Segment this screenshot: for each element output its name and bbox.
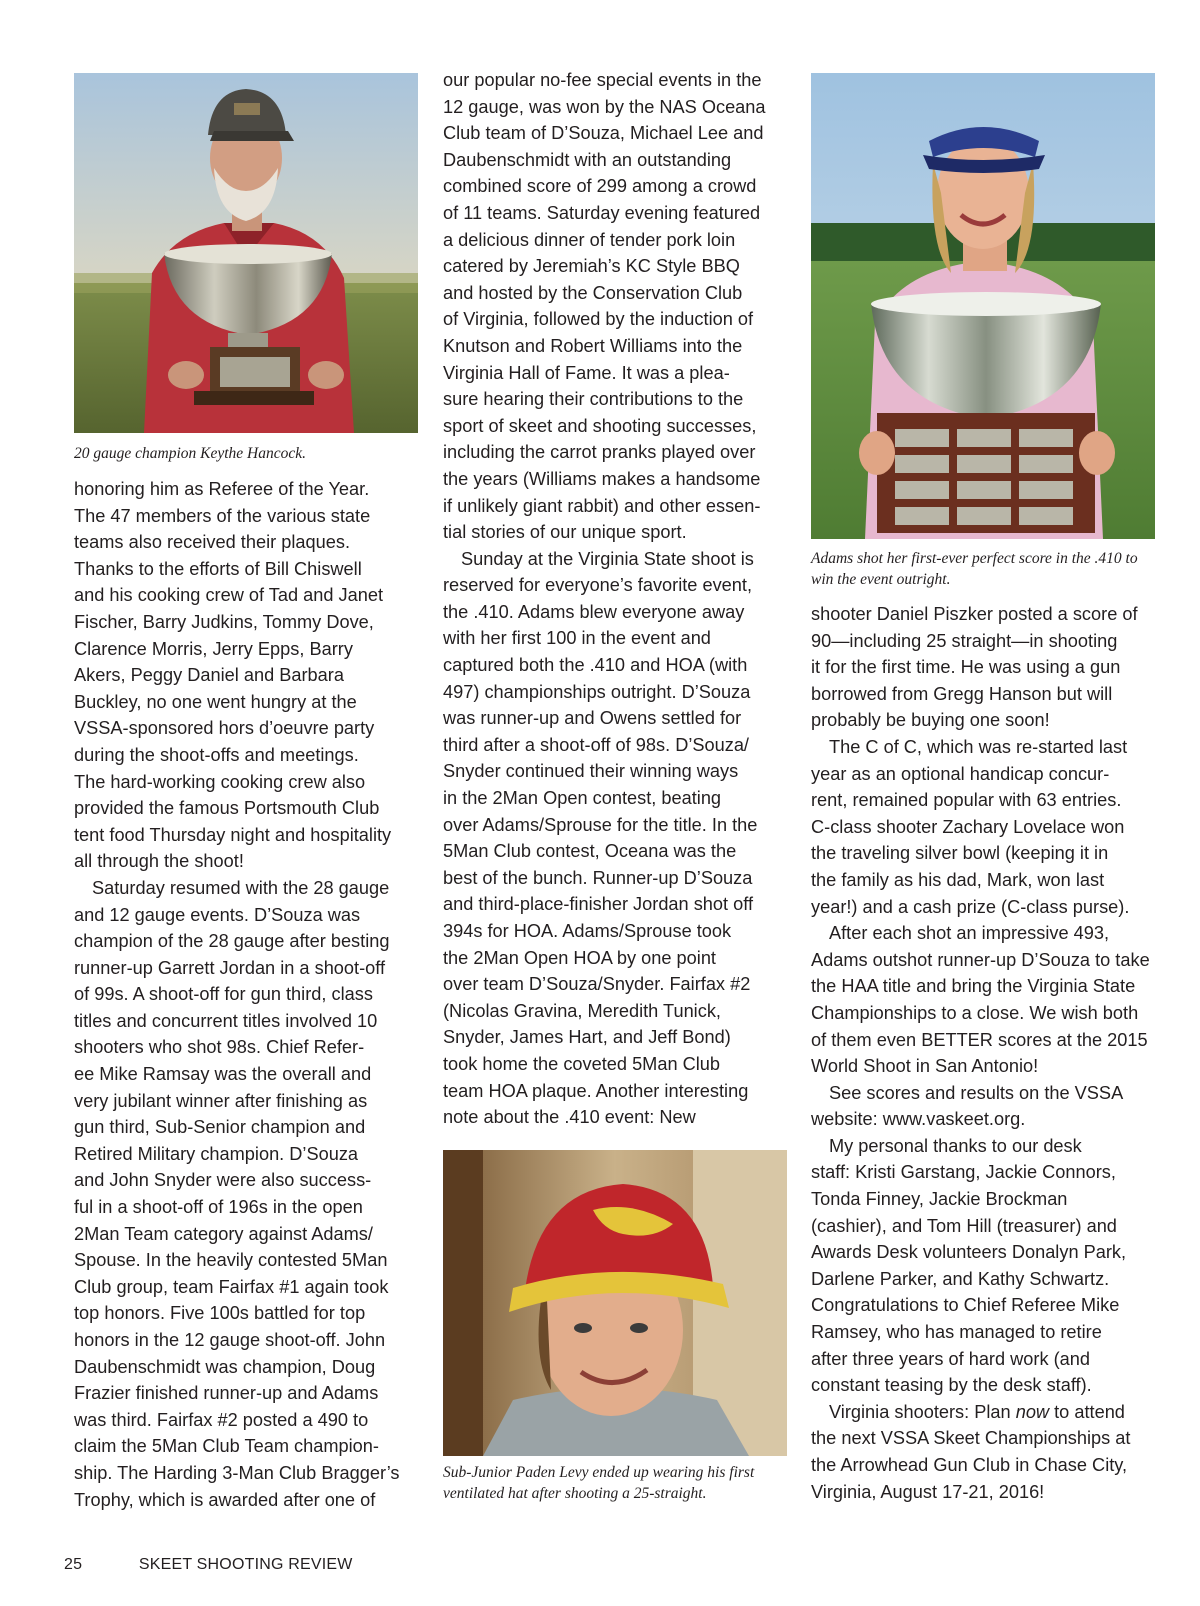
article-line: Championships to a close. We wish both [811, 1002, 1139, 1023]
article-line: Congratulations to Chief Referee Mike [811, 1295, 1120, 1316]
article-line: the next VSSA Skeet Championships at [811, 1428, 1131, 1449]
article-line: reserved for everyone’s favorite event, [443, 575, 753, 596]
article-line: of 99s. A shoot-off for gun third, class [74, 984, 373, 1005]
article-line: team HOA plaque. Another interesting [443, 1080, 749, 1101]
article-line: Thanks to the efforts of Bill Chiswell [74, 558, 362, 579]
article-line: the traveling silver bowl (keeping it in [811, 843, 1109, 864]
article-line: and third-place-finisher Jordan shot off [443, 894, 754, 915]
article-line: top honors. Five 100s battled for top [74, 1303, 366, 1324]
article-line: the .410. Adams blew everyone away [443, 601, 745, 622]
article-line: Knutson and Robert Williams into the [443, 335, 743, 356]
article-line: shooters who shot 98s. Chief Refer- [74, 1037, 365, 1058]
article-line: over team D’Souza/Snyder. Fairfax #2 [443, 974, 751, 995]
article-line: The C of C, which was re-started last [829, 736, 1128, 757]
article-line: the years (Williams makes a handsome [443, 468, 761, 489]
article-line: probably be buying one soon! [811, 710, 1050, 731]
article-line: note about the .410 event: New [443, 1107, 696, 1128]
article-line: it for the first time. He was using a gun [811, 657, 1121, 678]
article-line: Adams outshot runner-up D’Souza to take [811, 949, 1150, 970]
article-line: with her first 100 in the event and [443, 628, 711, 649]
article-line: catered by Jeremiah’s KC Style BBQ [443, 256, 740, 277]
article-line: C-class shooter Zachary Lovelace won [811, 816, 1125, 837]
article-line: and John Snyder were also success- [74, 1170, 372, 1191]
article-line: 5Man Club contest, Oceana was the [443, 841, 737, 862]
article-line: My personal thanks to our desk [829, 1135, 1082, 1156]
photo-keythe-hancock [74, 73, 418, 433]
article-line: titles and concurrent titles involved 10 [74, 1010, 378, 1031]
article-line: Virginia Hall of Fame. It was a plea- [443, 362, 730, 383]
article-line: the family as his dad, Mark, won last [811, 869, 1105, 890]
article-line: Saturday resumed with the 28 gauge [92, 877, 390, 898]
article-line: Clarence Morris, Jerry Epps, Barry [74, 638, 353, 659]
article-line: 12 gauge, was won by the NAS Oceana [443, 96, 766, 117]
article-line: (Nicolas Gravina, Meredith Tunick, [443, 1000, 721, 1021]
article-line: Virginia, August 17-21, 2016! [811, 1481, 1045, 1502]
article-column-1 [74, 476, 420, 1513]
photo-adams-410-caption: Adams shot her first-ever perfect score in the .410 to win the event outright. [811, 550, 1138, 588]
photo-keythe-hancock-image [74, 73, 418, 433]
article-line: was third. Fairfax #2 posted a 490 to [74, 1409, 369, 1430]
article-line: (cashier), and Tom Hill (treasurer) and [811, 1215, 1117, 1236]
article-line: claim the 5Man Club Team champion- [74, 1436, 379, 1457]
article-line: Buckley, no one went hungry at the [74, 691, 357, 712]
article-line: third after a shoot-off of 98s. D’Souza/ [443, 734, 749, 755]
article-line: See scores and results on the VSSA [829, 1082, 1124, 1103]
article-line: in the 2Man Open contest, beating [443, 788, 722, 809]
article-line: ful in a shoot-off of 196s in the open [74, 1197, 363, 1218]
article-line: The 47 members of the various state [74, 505, 371, 526]
article-line: captured both the .410 and HOA (with [443, 655, 748, 676]
article-line: website: www.vaskeet.org. [811, 1109, 1026, 1130]
article-column-3 [811, 601, 1163, 1505]
article-line: honoring him as Referee of the Year. [74, 479, 370, 499]
article-line: Sunday at the Virginia State shoot is [461, 548, 754, 569]
article-line: the 2Man Open HOA by one point [443, 947, 716, 968]
article-line: Virginia shooters: Plan now to attend [829, 1401, 1125, 1422]
page-footer [64, 1556, 353, 1574]
article-line: during the shoot-offs and meetings. [74, 744, 359, 765]
article-line: tent food Thursday night and hospitality [74, 824, 392, 845]
article-line: Tonda Finney, Jackie Brockman [811, 1189, 1068, 1210]
article-line: Daubenschmidt with an outstanding [443, 149, 732, 170]
article-line: 497) championships outright. D’Souza [443, 681, 751, 702]
article-line: of them even BETTER scores at the 2015 [811, 1029, 1148, 1050]
article-line: champion of the 28 gauge after besting [74, 931, 390, 952]
photo-paden-levy [443, 1150, 787, 1456]
article-line: all through the shoot! [74, 851, 244, 872]
photo-adams-410-image [811, 73, 1155, 539]
article-line: after three years of hard work (and [811, 1348, 1091, 1369]
article-line: Club group, team Fairfax #1 again took [74, 1276, 389, 1297]
article-line: 2Man Team category against Adams/ [74, 1223, 373, 1244]
article-line: gun third, Sub-Senior champion and [74, 1117, 366, 1138]
article-line: provided the famous Portsmouth Club [74, 798, 380, 819]
photo-adams-410 [811, 73, 1155, 539]
article-line: Club team of D’Souza, Michael Lee and [443, 123, 764, 144]
article-line: After each shot an impressive 493, [829, 923, 1110, 944]
article-line: Snyder, James Hart, and Jeff Bond) [443, 1027, 731, 1048]
article-line: Darlene Parker, and Kathy Schwartz. [811, 1268, 1110, 1289]
photo-paden-levy-caption: Sub-Junior Paden Levy ended up wearing his first ventilated hat after shooting a 25-straight. [443, 1464, 755, 1502]
article-line: teams also received their plaques. [74, 532, 350, 553]
article-line: sure hearing their contributions to the [443, 389, 744, 410]
article-line: sport of skeet and shooting successes, [443, 415, 757, 436]
article-line: Snyder continued their winning ways [443, 761, 739, 782]
article-line: The hard-working cooking crew also [74, 771, 366, 792]
article-line: ee Mike Ramsay was the overall and [74, 1064, 372, 1085]
article-line: VSSA-sponsored hors d’oeuvre party [74, 718, 375, 739]
article-line: including the carrot pranks played over [443, 442, 756, 463]
article-line: Retired Military champion. D’Souza [74, 1143, 359, 1164]
article-line: was runner-up and Owens settled for [443, 708, 742, 729]
page-number: 25 [64, 1556, 83, 1573]
article-line: Frazier finished runner-up and Adams [74, 1383, 379, 1404]
photo-keythe-hancock-caption: 20 gauge champion Keythe Hancock. [74, 445, 307, 462]
article-line: Spouse. In the heavily contested 5Man [74, 1250, 388, 1271]
article-line: borrowed from Gregg Hanson but will [811, 683, 1113, 704]
article-line: shooter Daniel Piszker posted a score of [811, 604, 1138, 624]
photo-paden-levy-image [443, 1150, 787, 1456]
article-line: our popular no-fee special events in the [443, 70, 762, 90]
article-line: year!) and a cash prize (C-class purse). [811, 896, 1130, 917]
article-line: and 12 gauge events. D’Souza was [74, 904, 361, 925]
article-line: of Virginia, followed by the induction of [443, 309, 754, 330]
publication-name: SKEET SHOOTING REVIEW [138, 1556, 353, 1573]
article-line: tial stories of our unique sport. [443, 522, 687, 543]
article-line: over Adams/Sprouse for the title. In the [443, 814, 758, 835]
article-line: World Shoot in San Antonio! [811, 1056, 1039, 1077]
article-line: 90—including 25 straight—in shooting [811, 630, 1118, 651]
article-line: rent, remained popular with 63 entries. [811, 790, 1122, 811]
article-line: very jubilant winner after finishing as [74, 1090, 368, 1111]
article-line: ship. The Harding 3-Man Club Bragger’s [74, 1462, 400, 1483]
article-line: Trophy, which is awarded after one of [74, 1489, 376, 1510]
article-line: year as an optional handicap concur- [811, 763, 1110, 784]
article-line: the Arrowhead Gun Club in Chase City, [811, 1455, 1128, 1475]
article-line: Daubenschmidt was champion, Doug [74, 1356, 376, 1377]
article-line: best of the bunch. Runner-up D’Souza [443, 867, 753, 888]
article-line: 394s for HOA. Adams/Sprouse took [443, 921, 732, 941]
article-line: Akers, Peggy Daniel and Barbara [74, 665, 344, 686]
article-line: Awards Desk volunteers Donalyn Park, [811, 1242, 1127, 1263]
article-line: Fischer, Barry Judkins, Tommy Dove, [74, 611, 374, 632]
article-line: if unlikely giant rabbit) and other essen- [443, 495, 761, 516]
article-line: honors in the 12 gauge shoot-off. John [74, 1330, 386, 1350]
article-line: constant teasing by the desk staff). [811, 1375, 1092, 1396]
article-line: and hosted by the Conservation Club [443, 282, 743, 303]
article-line: of 11 teams. Saturday evening featured [443, 202, 761, 223]
article-line: and his cooking crew of Tad and Janet [74, 585, 384, 606]
article-line: the HAA title and bring the Virginia State [811, 976, 1136, 997]
article-line: took home the coveted 5Man Club [443, 1053, 721, 1074]
article-line: staff: Kristi Garstang, Jackie Connors, [811, 1162, 1116, 1183]
article-line: runner-up Garrett Jordan in a shoot-off [74, 957, 386, 978]
article-line: combined score of 299 among a crowd [443, 176, 757, 197]
article-line: Ramsey, who has managed to retire [811, 1322, 1102, 1343]
article-line: a delicious dinner of tender pork loin [443, 229, 736, 250]
article-column-2 [443, 67, 789, 1131]
